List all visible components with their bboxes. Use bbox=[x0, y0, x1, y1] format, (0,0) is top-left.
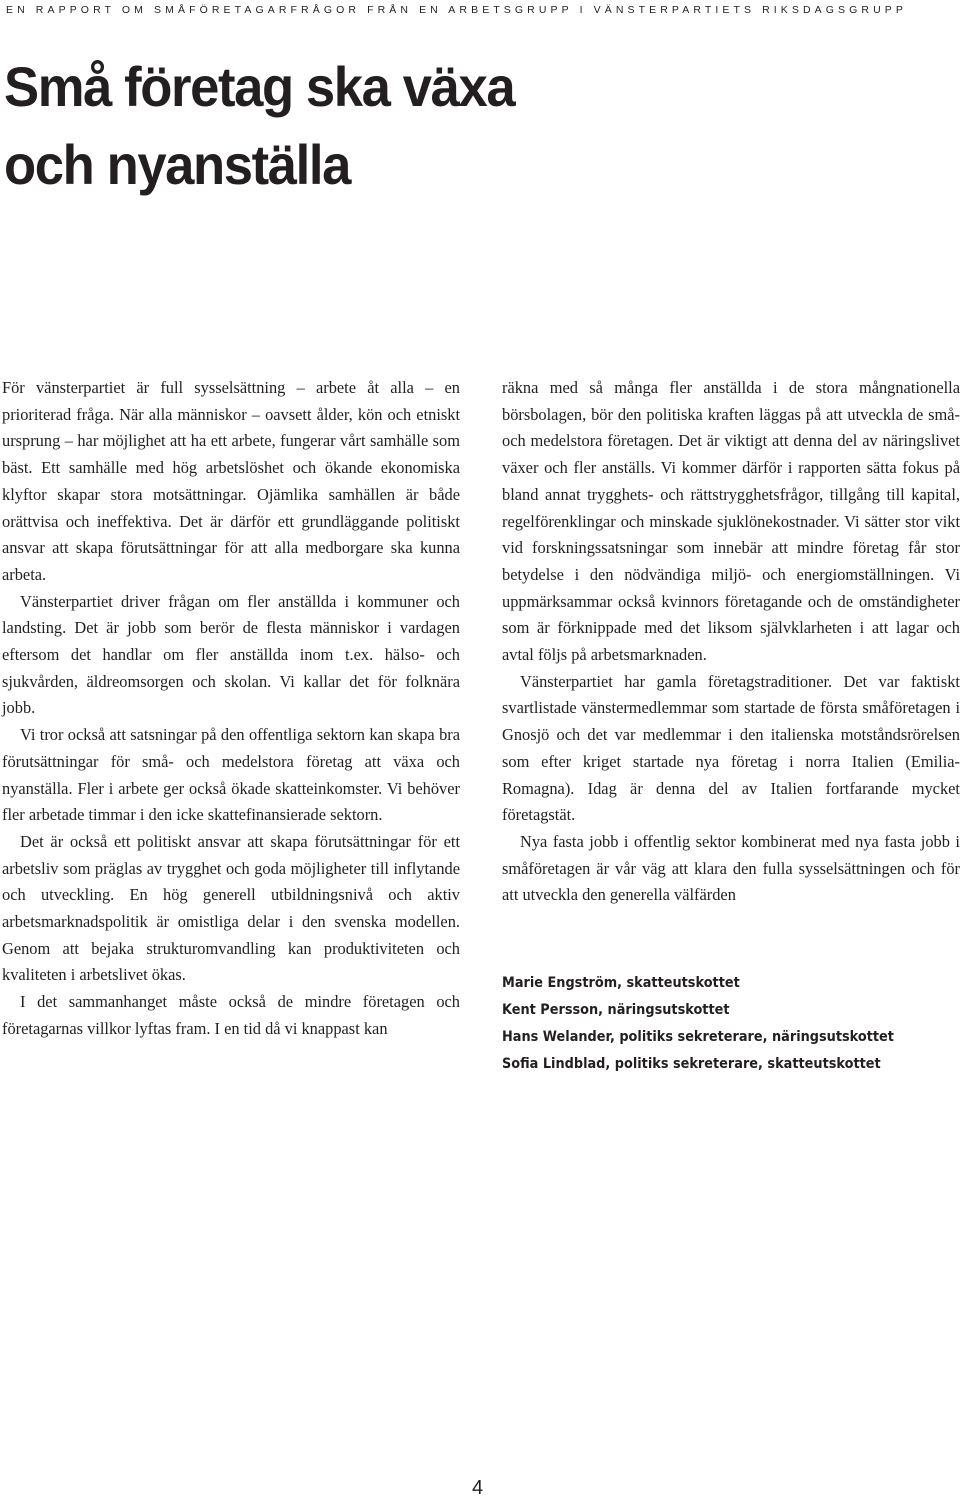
signature: Sofia Lindblad, politiks sekreterare, skatteutskottet bbox=[502, 1056, 881, 1072]
page-title-line-1: Små företag ska växa bbox=[4, 55, 515, 118]
paragraph: Det är också ett politiskt ansvar att skapa förutsättningar för ett arbetsliv som präglas av trygghet och goda möjligheter till inflytande och utveckling. En hög generell utbildningsnivå och aktiv arbetsmarknadspolitik är omistliga delar i den svenska modellen. Genom att bejaka strukturomvandling kan produktiviteten och kvaliteten i arbetslivet ökas. bbox=[2, 831, 460, 985]
paragraph: Nya fasta jobb i offentlig sektor kombinerat med nya fasta jobb i småföretagen är vår väg att klara den fulla sysselsättningen och för att utveckla den generella välfärden bbox=[502, 831, 960, 905]
paragraph: Vänsterpartiet driver frågan om fler anställda i kommuner och landsting. Det är jobb som berör de flesta människor i vardagen eftersom det handlar om fler anställda inom t.ex. hälso- och sjukvården, äldreomsorgen och skolan. Vi kallar det för folknära jobb. bbox=[2, 591, 460, 718]
signature: Kent Persson, näringsutskottet bbox=[502, 1002, 730, 1018]
body-column-left bbox=[2, 375, 460, 1043]
page-title bbox=[4, 48, 514, 204]
paragraph: I det sammanhanget måste också de mindre företagen och företagarnas villkor lyftas fram. I en tid då vi knappast kan bbox=[2, 992, 460, 1038]
report-kicker: EN RAPPORT OM SMÅFÖRETAGARFRÅGOR FRÅN EN ARBETSGRUPP I VÄNSTERPARTIETS RIKSDAGSGRUPP bbox=[6, 4, 907, 16]
paragraph: Vi tror också att satsningar på den offentliga sektorn kan skapa bra förutsättningar för små- och medelstora företag att växa och nyanställa. Fler i arbete ger också ökade skatteinkomster. Vi behöver fler arbetade timmar i den icke skattefinansierade sektorn. bbox=[2, 725, 460, 825]
paragraph: Vänsterpartiet har gamla företagstraditioner. Det var faktiskt svartlistade vänstermedlemmar som startade de första småföretagen i Gnosjö och det var medlemmar i den italienska motståndsrörelsen som efter kriget startade nya företag i norra Italien (Emilia-Romagna). Idag är denna del av Italien fortfarande mycket företagstät. bbox=[502, 671, 960, 825]
page-number: 4 bbox=[472, 1477, 484, 1499]
signature: Hans Welander, politiks sekreterare, näringsutskottet bbox=[502, 1029, 894, 1045]
paragraph: räkna med så många fler anställda i de stora mångnationella börsbolagen, bör den politiska kraften läggas på att utveckla de små- och medelstora företagen. Det är viktigt att denna del av näringslivet växer och fler anställs. Vi kommer därför i rapporten sätta fokus på bland annat trygghets- och rättstrygghetsfrågor, tillgång till kapital, regelförenklingar och minskade sjuklönekostnader. Vi sätter stor vikt vid forskningssatsningar som innebär att mindre företag får stor betydelse i den nödvändiga miljö- och energiomställningen. Vi uppmärksammar också kvinnors företagande och de omständigheter som är förknippade med det liksom självklarheten i att lagar och avtal följs på arbetsmarknaden. bbox=[502, 378, 960, 665]
body-column-right bbox=[502, 375, 960, 909]
signature: Marie Engström, skatteutskottet bbox=[502, 975, 740, 991]
page-title-line-2: och nyanställa bbox=[4, 133, 350, 196]
paragraph: För vänsterpartiet är full sysselsättning – arbete åt alla – en prioriterad fråga. När alla människor – oavsett ålder, kön och etniskt ursprung – har möjlighet att ha ett arbete, fungerar vårt samhälle som bäst. Ett samhälle med hög arbetslöshet och ökande ekonomiska klyftor skapar stora motsättningar. Ojämlika samhällen är både orättvisa och ineffektiva. Det är därför ett grundläggande politiskt ansvar att skapa förutsättningar för att alla medborgare ska kunna arbeta. bbox=[2, 378, 460, 584]
signature-list bbox=[502, 970, 960, 1078]
